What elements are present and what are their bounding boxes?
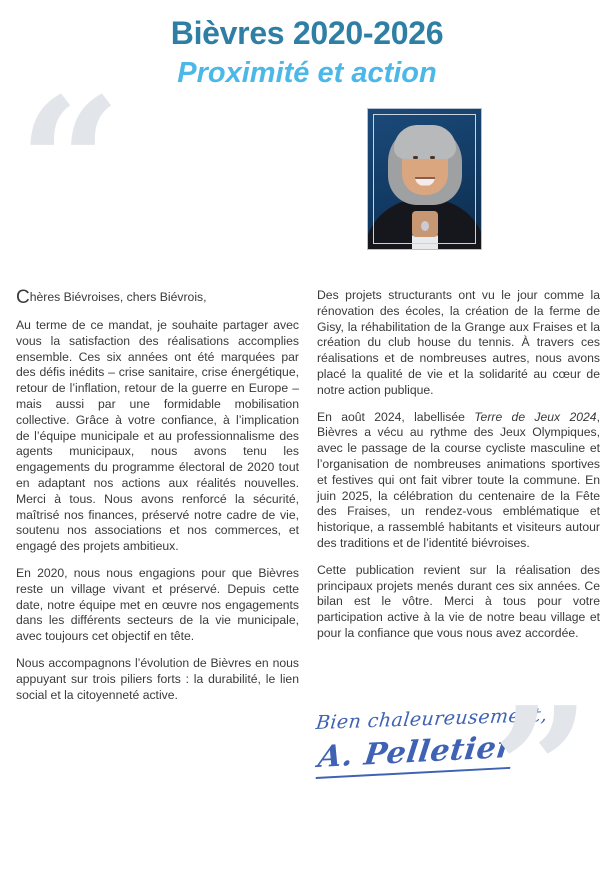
opening-quote-icon: “ — [18, 58, 122, 270]
portrait-eye-right — [430, 156, 435, 159]
paragraph-left-3: Nous accompagnons l’évolution de Bièvres en nous appuyant sur trois piliers forts : la durabilité, le lien social et la citoyenneté active. — [16, 655, 299, 702]
paragraph-left-1: Au terme de ce mandat, je souhaite partager avec vous la satisfaction des réalisations accomplies ensemble. Ces six années ont été marquées par des défis inédits – crise sanitaire, crise énergétique, retour de l’inflation, retour de la guerre en Europe – mais aussi par une formidable mobilisation collective. Grâce à votre confiance, à l’implication de l’équipe municipale et au professionnalisme des agents municipaux, nous avons tenu les engagements du programme électoral de 2020 tout en adaptant nos actions aux réalités nouvelles. Merci à tous. Nous avons renforcé la sécurité, maîtrisé nos finances, préservé notre cadre de vie, soutenu nos associations et nos commerces, et engagé des projets ambitieux. — [16, 318, 299, 554]
portrait-necklace — [421, 221, 429, 231]
portrait-eye-left — [413, 156, 418, 159]
letter-body — [0, 288, 614, 714]
left-column — [16, 288, 299, 714]
signature-closing: Bien chaleureusement, — [314, 703, 549, 734]
olympics-text-after: , Bièvres a vécu au rythme des Jeux Olympiques, avec le passage de la course cycliste masculine et l’organisation de nombreuses animations sportives et festives qui ont fait vibrer toute la commune. En juin 2025, la célébration du centenaire de la Fête des Fraises, un rendez-vous emblématique et historique, a rassemblé habitants et visiteurs autour des traditions et de l’identité biévroises. — [317, 409, 600, 550]
portrait-hair-top — [394, 125, 456, 159]
paragraph-right-1: Des projets structurants ont vu le jour comme la rénovation des écoles, la création de la ferme de Gisy, la réhabilitation de la Grange aux Fraises et la création du club house du tennis. À travers ces réalisations et de nombreuses autres, nous avons placé la qualité de vie et la solidarité au cœur de notre action publique. — [317, 288, 600, 397]
page-title: Bièvres 2020-2026 — [170, 15, 444, 51]
paragraph-right-3: Cette publication revient sur la réalisation des principaux projets menés durant ces six années. Ce bilan est le vôtre. Merci à tous pour votre participation active à la vie de notre beau village et pour la confiance que vous nous avez accordée. — [317, 562, 600, 640]
closing-quote-icon: ” — [492, 670, 590, 870]
olympics-label-italic: Terre de Jeux 2024 — [474, 409, 597, 424]
right-column — [317, 288, 600, 714]
paragraph-left-2: En 2020, nous nous engagions pour que Bièvres reste un village vivant et préservé. Depuis cette date, notre équipe met en œuvre nos engagements dans les différents secteurs de la vie municipale, avec toujours cet objectif en tête. — [16, 565, 299, 644]
signature-name: A. Pelletier — [316, 730, 515, 779]
olympics-text-before: En août 2024, labellisée — [317, 409, 475, 424]
page-subtitle: Proximité et action — [177, 56, 437, 89]
paragraph-right-2 — [317, 410, 600, 552]
signature-block — [312, 670, 602, 870]
salutation-text: hères Biévroises, chers Biévrois, — [29, 290, 207, 304]
salutation — [16, 288, 299, 307]
mayor-portrait-photo — [368, 109, 481, 249]
salutation-dropcap: C — [16, 287, 30, 308]
